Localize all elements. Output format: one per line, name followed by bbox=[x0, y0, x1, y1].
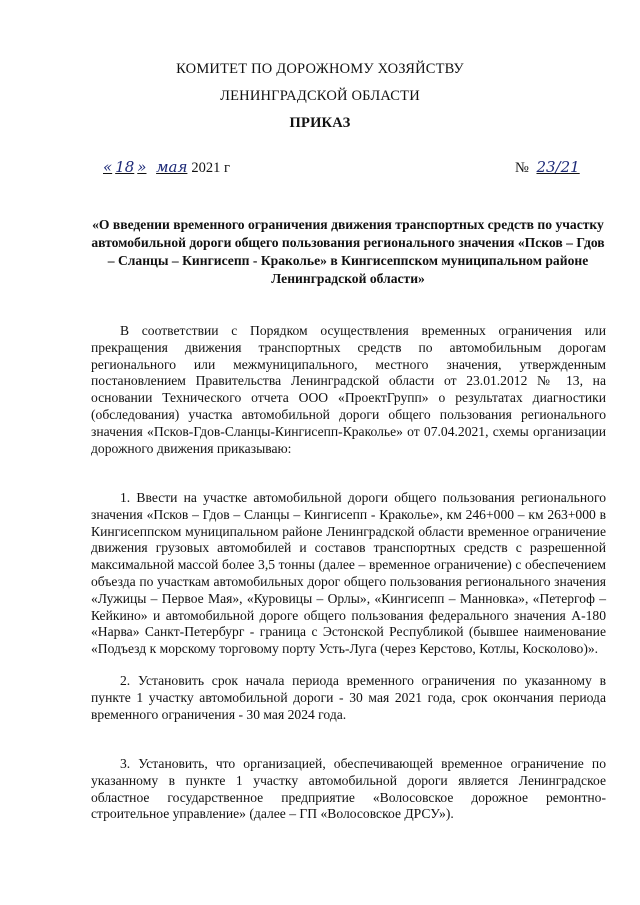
order-item-1: 1. Ввести на участке автомобильной дороги общего пользования регионального значения «Псков – Гдов – Сланцы – Кингисепп - Краколье», км 246+000 – км 263+000 в Кингисеппском муниципальном районе Ленинградской области временное ограничение движения грузовых автомобилей и составов транспортных средств с разрешенной максимальной массой более 3,5 тонны (далее – временное ограничение) с обеспечением объезда по участкам автомобильных дорог общего пользования регионального значения «Лужицы – Первое Мая», «Куровицы – Орлы», «Кингисепп – Манновка», «Петергоф – Кейкино» и автомобильной дороге общего пользования федерального значения А-180 «Нарва» Санкт-Петербург - граница с Эстонской Республикой (бывшее наименование «Подъезд к морскому торговому порту Усть-Луга (через Керстово, Котлы, Косколово)». bbox=[91, 490, 606, 657]
order-date bbox=[103, 158, 230, 177]
number-value: 23/21 bbox=[536, 158, 580, 176]
date-open-quote: « bbox=[103, 158, 113, 176]
order-number bbox=[515, 158, 584, 177]
date-day: 18 bbox=[115, 158, 135, 176]
committee-name: КОМИТЕТ ПО ДОРОЖНОМУ ХОЗЯЙСТВУ bbox=[176, 61, 464, 77]
number-sign: № bbox=[515, 160, 529, 176]
document-type-heading: ПРИКАЗ bbox=[289, 115, 351, 131]
intro-paragraph: В соответствии с Порядком осуществления временных ограничения или прекращения движения транспортных средств по автомобильным дорогам регионального или межмуниципального, местного значения, утвержденным постановлением Правительства Ленинградской области от 23.01.2012 № 13, на основании Технического отчета ООО «ПроектГрупп» о результатах диагностики (обследования) участка автомобильной дороги общего пользования регионального значения «Псков-Гдов-Сланцы-Кингисепп-Краколье» от 07.04.2021, схемы организации дорожного движения приказываю: bbox=[91, 323, 606, 456]
date-month: мая bbox=[156, 158, 188, 176]
date-year: 2021 г bbox=[191, 160, 230, 176]
order-item-2: 2. Установить срок начала периода временного ограничения по указанному в пункте 1 участку автомобильной дороги - 30 мая 2021 года, срок окончания периода временного ограничения - 30 мая 2024 года. bbox=[91, 673, 606, 722]
order-title: «О введении временного ограничения движения транспортных средств по участку автомобильной дороги общего пользования регионального значения «Псков – Гдов – Сланцы – Кингисепп - Краколье» в Кингисеппском муниципальном районе Ленинградской области» bbox=[91, 217, 605, 286]
order-item-3: 3. Установить, что организацией, обеспечивающей временное ограничение по указанному в пункте 1 участку автомобильной дороги является Ленинградское областное государственное предприятие «Волосовское дорожное ремонтно-строительное управление» (далее – ГП «Волосовское ДРСУ»). bbox=[91, 756, 606, 822]
region-name: ЛЕНИНГРАДСКОЙ ОБЛАСТИ bbox=[220, 88, 420, 104]
date-close-quote: » bbox=[137, 158, 147, 176]
